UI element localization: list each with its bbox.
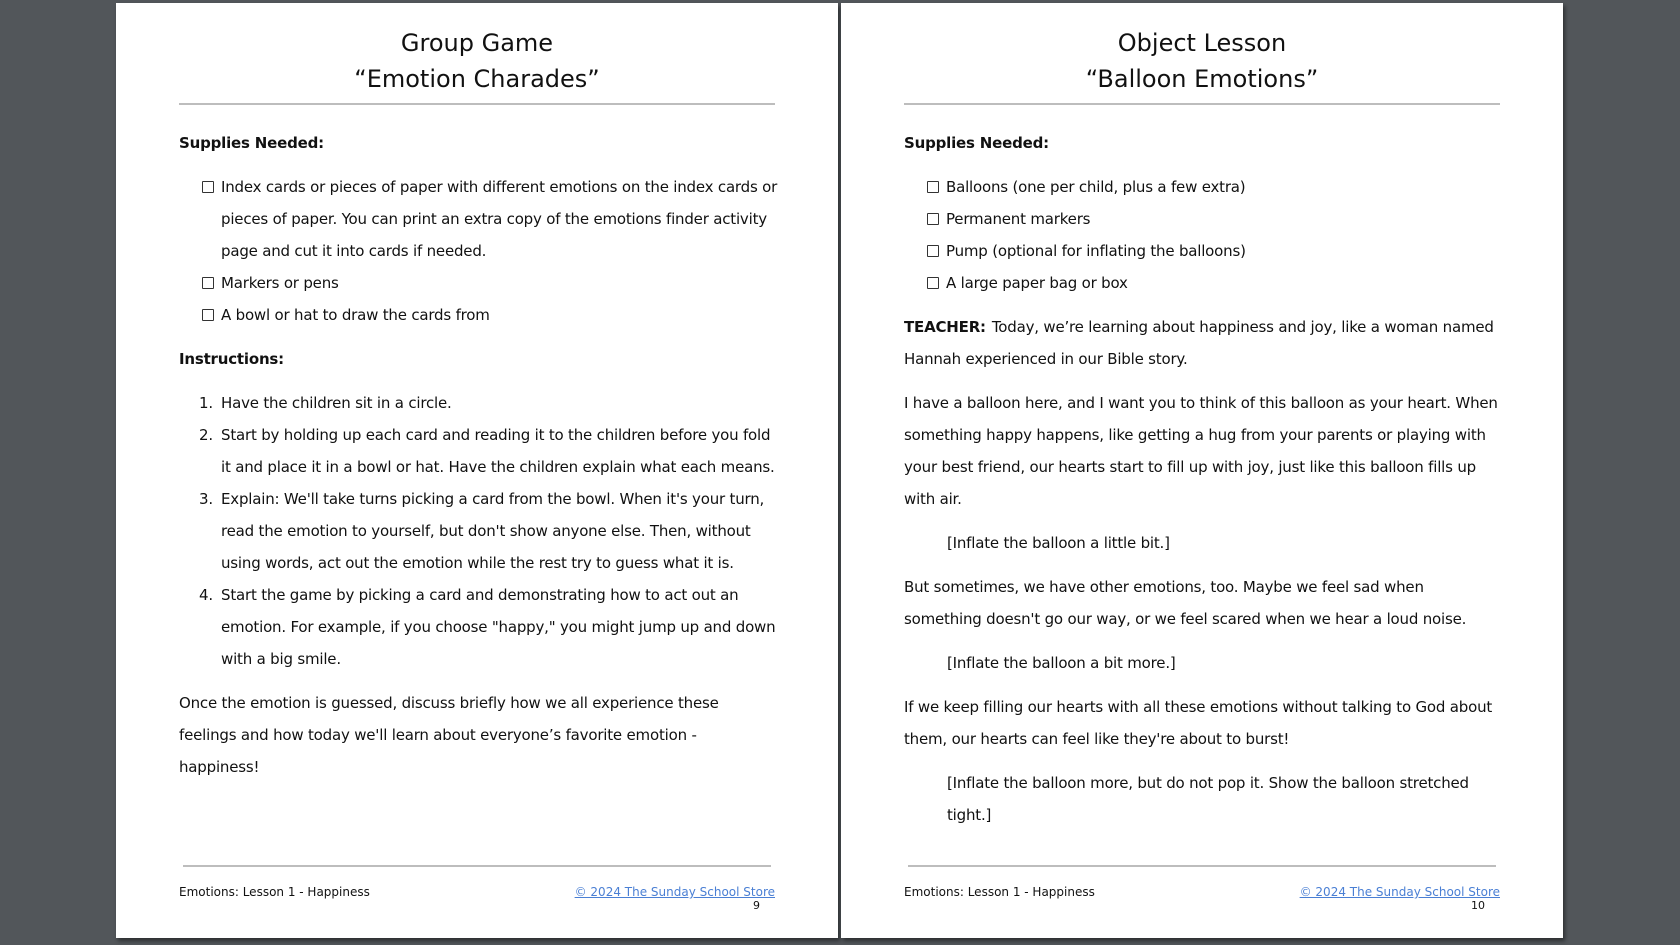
- page-number: 9: [753, 899, 760, 912]
- instruction-number: 1.: [199, 394, 213, 412]
- page-content: [179, 127, 779, 795]
- supply-text: A bowl or hat to draw the cards from: [221, 306, 490, 324]
- title-line-1: Group Game: [400, 29, 554, 57]
- supply-text: Markers or pens: [221, 274, 339, 292]
- supply-item: [946, 203, 1504, 235]
- teacher-paragraph: [904, 311, 1504, 375]
- checkbox-icon: [202, 181, 214, 193]
- instruction-text: Explain: We'll take turns picking a card from the bowl. When it's your turn, read the emotion to yourself, but don't show anyone else. Then, without using words, act out the emotion while the rest try to guess what it is.: [221, 490, 765, 572]
- supplies-list: [904, 171, 1504, 299]
- supply-item: [946, 235, 1504, 267]
- instruction-number: 4.: [199, 586, 213, 604]
- title-line-2: “Balloon Emotions”: [1085, 65, 1319, 93]
- lesson-paragraph-3: If we keep filling our hearts with all these emotions without talking to God about them, our hearts can feel like they're about to burst!: [904, 698, 1493, 748]
- footer-lesson-title: Emotions: Lesson 1 - Happiness: [179, 885, 370, 899]
- supply-text: Pump (optional for inflating the balloons): [946, 242, 1246, 260]
- instruction-text: Start by holding up each card and reading it to the children before you fold it and place it in a bowl or hat. Have the children explain what each means.: [221, 426, 775, 476]
- supply-item: [221, 299, 779, 331]
- document-page-9: [116, 3, 838, 938]
- checkbox-icon: [927, 181, 939, 193]
- instructions-list: [179, 387, 779, 675]
- page-title: [116, 25, 838, 97]
- footer-lesson-title: Emotions: Lesson 1 - Happiness: [904, 885, 1095, 899]
- document-page-10: [841, 3, 1563, 938]
- supply-text: Index cards or pieces of paper with different emotions on the index cards or pieces of paper. You can print an extra copy of the emotions finder activity page and cut it into cards if needed.: [221, 178, 778, 260]
- title-line-1: Object Lesson: [1117, 29, 1287, 57]
- copyright-link[interactable]: © 2024 The Sunday School Store: [574, 885, 775, 899]
- teacher-text: Today, we’re learning about happiness and joy, like a woman named Hannah experienced in our Bible story.: [904, 318, 1494, 368]
- checkbox-icon: [927, 213, 939, 225]
- checkbox-icon: [202, 309, 214, 321]
- title-line-2: “Emotion Charades”: [354, 65, 600, 93]
- supply-item: [221, 267, 779, 299]
- checkbox-icon: [927, 277, 939, 289]
- stage-direction-2: [Inflate the balloon a bit more.]: [947, 654, 1176, 672]
- supply-text: Balloons (one per child, plus a few extra): [946, 178, 1246, 196]
- header-divider: [904, 103, 1500, 105]
- lesson-paragraph-2: But sometimes, we have other emotions, too. Maybe we feel sad when something doesn't go our way, or we feel scared when we hear a loud noise.: [904, 578, 1467, 628]
- footer-divider: [183, 865, 771, 867]
- supplies-heading: Supplies Needed:: [179, 134, 324, 152]
- instructions-heading: Instructions:: [179, 350, 284, 368]
- instruction-number: 2.: [199, 426, 213, 444]
- supply-text: A large paper bag or box: [946, 274, 1128, 292]
- supply-item: [946, 267, 1504, 299]
- instruction-text: Have the children sit in a circle.: [221, 394, 452, 412]
- supplies-heading: Supplies Needed:: [904, 134, 1049, 152]
- footer-divider: [908, 865, 1496, 867]
- instruction-text: Start the game by picking a card and demonstrating how to act out an emotion. For example, if you choose "happy," you might jump up and down with a big smile.: [221, 586, 776, 668]
- checkbox-icon: [202, 277, 214, 289]
- instruction-item: [199, 419, 779, 483]
- header-divider: [179, 103, 775, 105]
- closing-paragraph: Once the emotion is guessed, discuss briefly how we all experience these feelings and how today we'll learn about everyone’s favorite emotion - happiness!: [179, 694, 719, 776]
- supply-text: Permanent markers: [946, 210, 1091, 228]
- instruction-item: [199, 579, 779, 675]
- supply-item: [946, 171, 1504, 203]
- instruction-item: [199, 387, 779, 419]
- stage-direction-1: [Inflate the balloon a little bit.]: [947, 534, 1170, 552]
- teacher-label: TEACHER:: [904, 318, 986, 336]
- supplies-list: [179, 171, 779, 331]
- instruction-item: [199, 483, 779, 579]
- instruction-number: 3.: [199, 490, 213, 508]
- lesson-paragraph-1: I have a balloon here, and I want you to think of this balloon as your heart. When something happy happens, like getting a hug from your parents or playing with your best friend, our hearts start to fill up with joy, just like this balloon fills up with air.: [904, 394, 1498, 508]
- page-number: 10: [1471, 899, 1485, 912]
- page-title: [841, 25, 1563, 97]
- stage-direction-3: [Inflate the balloon more, but do not pop it. Show the balloon stretched tight.]: [947, 774, 1469, 824]
- supply-item: [221, 171, 779, 267]
- page-content: [904, 127, 1504, 843]
- checkbox-icon: [927, 245, 939, 257]
- copyright-link[interactable]: © 2024 The Sunday School Store: [1299, 885, 1500, 899]
